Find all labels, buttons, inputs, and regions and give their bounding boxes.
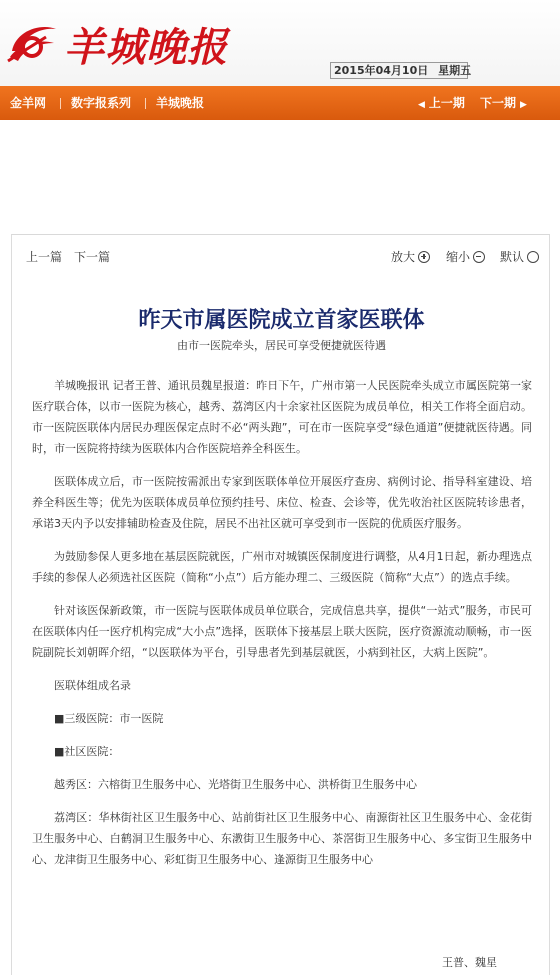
nav-item-jinyang[interactable]: 金羊网 xyxy=(10,96,47,110)
default-size-label: 默认 xyxy=(500,250,525,264)
next-edition-link[interactable] xyxy=(480,86,527,120)
issue-date-text: 2015年04月10日 xyxy=(334,64,429,77)
roster-liwan: 荔湾区：华林街社区卫生服务中心、站前街社区卫生服务中心、南源街社区卫生服务中心、金花街卫生服务中心、白鹤洞卫生服务中心、东漖街卫生服务中心、茶滘街卫生服务中心、多宝街卫生服务中心、龙津街卫生服务中心、彩虹街卫生服务中心、逢源街卫生服务中心 xyxy=(32,811,532,866)
article-paragraph: 医联体成立后，市一医院按需派出专家到医联体单位开展医疗查房、病例讨论、指导科室建设、培养全科医生等；优先为医联体成员单位预约挂号、床位、检查、会诊等，优先收治社区医院转诊患者，承诺3天内予以安排辅助检查及住院，居民不出社区就可享受到市一医院的优质医疗服务。 xyxy=(32,475,532,530)
article-paragraph: 为鼓励参保人更多地在基层医院就医，广州市对城镇医保制度进行调整，从4月1日起，新办理选点手续的参保人必须选社区医院（简称“小点”）后方能办理二、三级医院（简称“大点”）的选点手续。 xyxy=(32,550,532,584)
article-panel xyxy=(11,234,550,975)
top-nav-bar xyxy=(0,86,560,120)
newspaper-logo[interactable] xyxy=(6,12,228,76)
default-size-button[interactable] xyxy=(500,248,539,265)
article-author: 王普、魏星 xyxy=(442,956,497,969)
logo-text: 羊城晚报 xyxy=(64,23,228,71)
article-paragraph: 羊城晚报讯 记者王普、通讯员魏星报道：昨日下午，广州市第一人民医院牵头成立市属医院第一家医疗联合体，以市一医院为核心，越秀、荔湾区内十余家社区医院为成员单位，相关工作将全面启动。市一医院医联体内居民办理医保定点时不必“两头跑”，可在市一医院享受“绿色通道”便捷就医待遇。同时，市一医院将持续为医联体内合作医院培养全科医生。 xyxy=(32,379,532,455)
triangle-left-icon: ◀ xyxy=(418,100,425,110)
zoom-in-button[interactable] xyxy=(391,248,430,265)
roster-tertiary-hospital: ■三级医院：市一医院 xyxy=(54,712,164,725)
circle-icon xyxy=(527,251,539,263)
plus-circle-icon xyxy=(418,251,430,263)
masthead xyxy=(0,0,560,86)
nav-divider xyxy=(60,98,61,109)
nav-item-ycwb[interactable]: 羊城晚报 xyxy=(156,96,205,110)
roster-heading: 医联体组成名录 xyxy=(54,679,131,692)
nav-divider xyxy=(145,98,146,109)
article-paragraph: 针对该医保新政策，市一医院与医联体成员单位联合，完成信息共享，提供“一站式”服务，市民可在医联体内任一医疗机构完成“大小点”选择，医联体下接基层上联大医院，医疗资源流动顺畅，市一医院副院长刘朝晖介绍，“以医联体为平台，引导患者先到基层就医，小病到社区，大病上医院”。 xyxy=(32,604,532,659)
triangle-right-icon: ▶ xyxy=(520,100,527,110)
next-edition-label: 下一期 xyxy=(480,96,517,110)
issue-date xyxy=(330,62,472,79)
issue-weekday: 星期五 xyxy=(438,64,472,77)
article-toolbar xyxy=(26,248,538,266)
article-title: 昨天市属医院成立首家医联体 xyxy=(138,308,425,333)
article-subtitle: 由市一医院牵头，居民可享受便捷就医待遇 xyxy=(177,339,386,352)
prev-edition-label: 上一期 xyxy=(428,96,465,110)
minus-circle-icon xyxy=(473,251,485,263)
zoom-out-button[interactable] xyxy=(446,248,485,265)
article-body xyxy=(32,375,532,882)
zoom-in-label: 放大 xyxy=(391,250,416,264)
logo-swoosh-icon xyxy=(6,17,60,71)
prev-edition-link[interactable] xyxy=(418,86,465,120)
zoom-out-label: 缩小 xyxy=(446,250,471,264)
roster-community-heading: ■社区医院： xyxy=(54,745,120,758)
next-article-link[interactable]: 下一篇 xyxy=(74,250,111,264)
prev-article-link[interactable]: 上一篇 xyxy=(26,250,63,264)
roster-yuexiu: 越秀区：六榕街卫生服务中心、光塔街卫生服务中心、洪桥街卫生服务中心 xyxy=(54,778,417,791)
blank-banner-area xyxy=(0,120,560,230)
nav-item-digital-series[interactable]: 数字报系列 xyxy=(71,96,132,110)
